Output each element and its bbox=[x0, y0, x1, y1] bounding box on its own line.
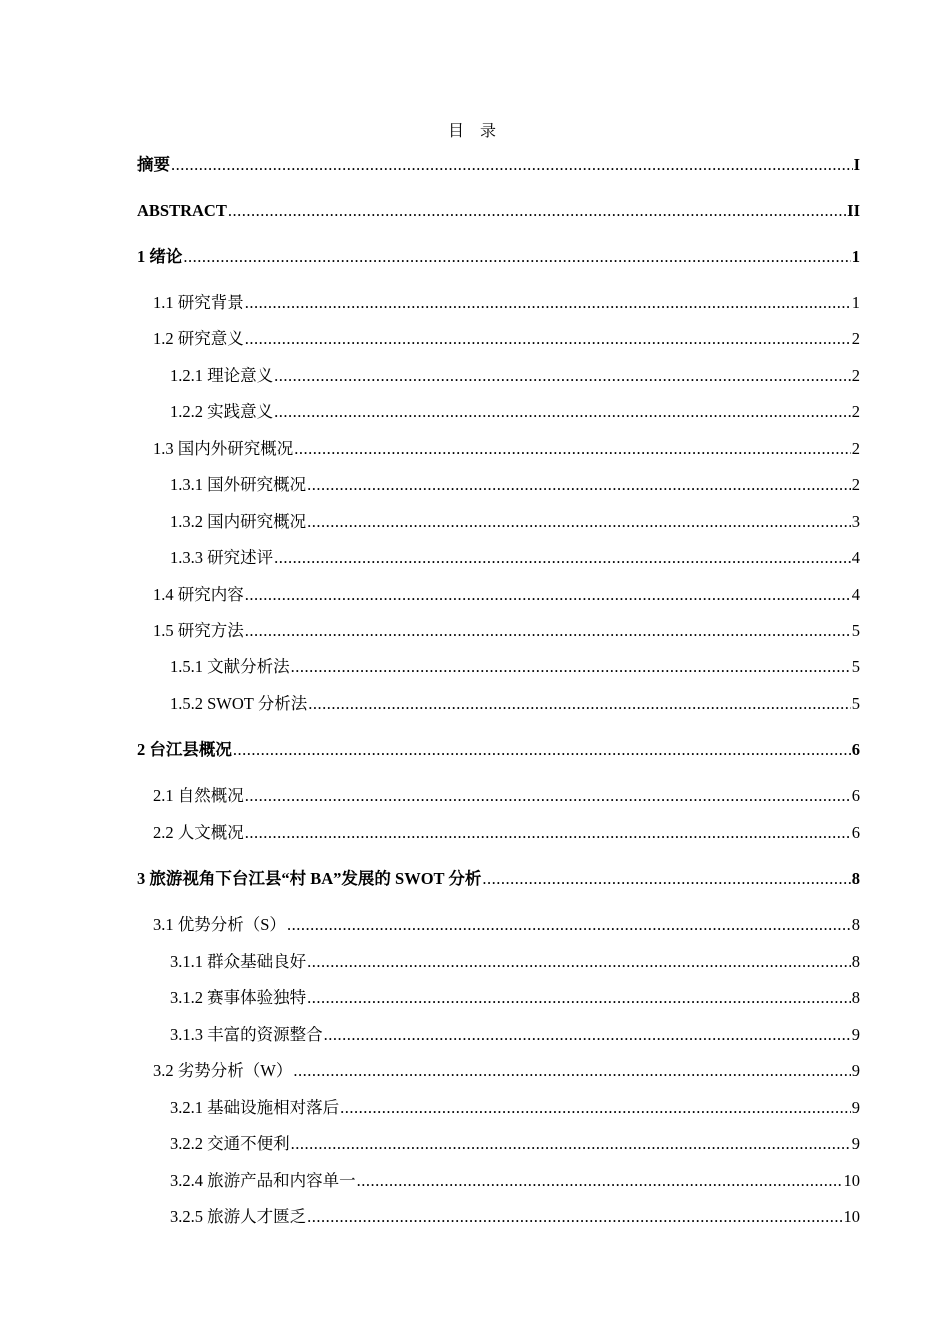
toc-entry-page: 8 bbox=[851, 988, 860, 1007]
toc-entry-page: 9 bbox=[851, 1061, 860, 1080]
toc-entry-label: 1 绪论 bbox=[137, 247, 183, 266]
toc-entry-page: 2 bbox=[851, 439, 860, 458]
leader-dots bbox=[274, 547, 851, 569]
leader-dots bbox=[307, 951, 851, 973]
toc-entry-page: 5 bbox=[851, 621, 860, 640]
toc-entry-label: 1.2.1 理论意义 bbox=[170, 366, 274, 385]
toc-entry-page: 4 bbox=[851, 548, 860, 567]
leader-dots bbox=[357, 1170, 843, 1192]
toc-entry[interactable] bbox=[137, 242, 860, 268]
toc-entry[interactable] bbox=[153, 1056, 860, 1082]
toc-entry-page: 9 bbox=[851, 1134, 860, 1153]
leader-dots bbox=[340, 1097, 851, 1119]
toc-entry[interactable] bbox=[170, 470, 860, 496]
leader-dots bbox=[482, 868, 850, 890]
toc-entry-page: 1 bbox=[851, 247, 860, 266]
toc-entry[interactable] bbox=[170, 507, 860, 533]
toc-entry[interactable] bbox=[153, 288, 860, 314]
toc-entry-label: 1.2 研究意义 bbox=[153, 329, 244, 348]
toc-entry-page: 6 bbox=[851, 786, 860, 805]
toc-entry-page: 5 bbox=[851, 694, 860, 713]
leader-dots bbox=[307, 511, 851, 533]
toc-entry-page: 2 bbox=[851, 402, 860, 421]
toc-entry[interactable] bbox=[153, 910, 860, 936]
leader-dots bbox=[308, 693, 851, 715]
toc-entry-label: 3.1.1 群众基础良好 bbox=[170, 952, 307, 971]
toc-entry[interactable] bbox=[153, 818, 860, 844]
toc-entry[interactable] bbox=[153, 324, 860, 350]
toc-entry-label: 3.2.5 旅游人才匮乏 bbox=[170, 1207, 307, 1226]
toc-entry-label: 3.1 优势分析（S） bbox=[153, 915, 286, 934]
toc-entry-label: 2 台江县概况 bbox=[137, 740, 232, 759]
toc-entry-label: 1.3.3 研究述评 bbox=[170, 548, 274, 567]
toc-entry[interactable] bbox=[137, 196, 860, 222]
leader-dots bbox=[171, 154, 853, 176]
toc-entry[interactable] bbox=[170, 652, 860, 678]
leader-dots bbox=[245, 822, 851, 844]
toc-title: 目 录 bbox=[447, 123, 502, 140]
toc-entry-page: 8 bbox=[851, 952, 860, 971]
leader-dots bbox=[233, 739, 851, 761]
toc-entry[interactable] bbox=[153, 434, 860, 460]
toc-entry[interactable] bbox=[170, 1202, 860, 1228]
leader-dots bbox=[294, 438, 851, 460]
toc-entry-label: 1.3.2 国内研究概况 bbox=[170, 512, 307, 531]
leader-dots bbox=[245, 785, 851, 807]
leader-dots bbox=[307, 987, 851, 1009]
toc-entry-label: 1.4 研究内容 bbox=[153, 585, 244, 604]
toc-entry-page: 6 bbox=[851, 740, 860, 759]
leader-dots bbox=[274, 365, 851, 387]
toc-entry[interactable] bbox=[137, 735, 860, 761]
toc-entry-page: 4 bbox=[851, 585, 860, 604]
toc-entry-page: 2 bbox=[851, 475, 860, 494]
toc-entry-label: 1.2.2 实践意义 bbox=[170, 402, 274, 421]
toc-entry[interactable] bbox=[170, 1020, 860, 1046]
toc-entry-label: 3.1.2 赛事体验独特 bbox=[170, 988, 307, 1007]
toc-entry-page: 9 bbox=[851, 1025, 860, 1044]
toc-entry-page: 6 bbox=[851, 823, 860, 842]
leader-dots bbox=[183, 246, 850, 268]
toc-entry-label: 3.2.4 旅游产品和内容单一 bbox=[170, 1171, 356, 1190]
toc-entry-page: 5 bbox=[851, 657, 860, 676]
toc-entry-label: 2.1 自然概况 bbox=[153, 786, 244, 805]
toc-entry-page: II bbox=[847, 201, 860, 220]
toc-entry[interactable] bbox=[153, 616, 860, 642]
toc-entry-page: 8 bbox=[851, 915, 860, 934]
toc-entry-label: 3.2.1 基础设施相对落后 bbox=[170, 1098, 340, 1117]
leader-dots bbox=[245, 292, 851, 314]
toc-entry[interactable] bbox=[170, 543, 860, 569]
toc-entry[interactable] bbox=[137, 864, 860, 890]
toc-entry[interactable] bbox=[137, 150, 860, 176]
toc-entry-label: 1.3.1 国外研究概况 bbox=[170, 475, 307, 494]
leader-dots bbox=[245, 584, 851, 606]
toc-entry-page: 2 bbox=[851, 366, 860, 385]
leader-dots bbox=[307, 1206, 842, 1228]
leader-dots bbox=[245, 328, 851, 350]
leader-dots bbox=[291, 1133, 851, 1155]
toc-entry-label: 1.5.1 文献分析法 bbox=[170, 657, 290, 676]
toc-entry-label: 3.2 劣势分析（W） bbox=[153, 1061, 293, 1080]
toc-entry-label: 1.5.2 SWOT 分析法 bbox=[170, 694, 308, 713]
leader-dots bbox=[307, 474, 851, 496]
toc-entry[interactable] bbox=[170, 1129, 860, 1155]
toc-entry[interactable] bbox=[170, 1166, 860, 1192]
toc-entry[interactable] bbox=[170, 947, 860, 973]
toc-entry-label: 2.2 人文概况 bbox=[153, 823, 244, 842]
toc-entry-page: 2 bbox=[851, 329, 860, 348]
toc-entry-page: 9 bbox=[851, 1098, 860, 1117]
toc-entry[interactable] bbox=[170, 397, 860, 423]
toc-entry-label: 1.5 研究方法 bbox=[153, 621, 244, 640]
leader-dots bbox=[245, 620, 851, 642]
leader-dots bbox=[324, 1024, 851, 1046]
toc-entry[interactable] bbox=[170, 361, 860, 387]
leader-dots bbox=[287, 914, 851, 936]
toc-entry-page: I bbox=[853, 155, 860, 174]
toc-entry-page: 8 bbox=[851, 869, 860, 888]
toc-entry-label: 1.3 国内外研究概况 bbox=[153, 439, 294, 458]
toc-entry[interactable] bbox=[153, 781, 860, 807]
toc-entry[interactable] bbox=[170, 689, 860, 715]
toc-entry-label: ABSTRACT bbox=[137, 201, 227, 220]
leader-dots bbox=[293, 1060, 850, 1082]
toc-entry-label: 3 旅游视角下台江县“村 BA”发展的 SWOT 分析 bbox=[137, 869, 482, 888]
leader-dots bbox=[274, 401, 851, 423]
toc-entry[interactable] bbox=[170, 1093, 860, 1119]
toc-entry-label: 1.1 研究背景 bbox=[153, 293, 244, 312]
toc-entry-page: 3 bbox=[851, 512, 860, 531]
toc-entry-page: 10 bbox=[843, 1171, 860, 1190]
toc-entry[interactable] bbox=[153, 580, 860, 606]
leader-dots bbox=[228, 200, 846, 222]
toc-entry-page: 1 bbox=[851, 293, 860, 312]
toc-entry[interactable] bbox=[170, 983, 860, 1009]
toc-entry-page: 10 bbox=[843, 1207, 860, 1226]
toc-entry-label: 3.1.3 丰富的资源整合 bbox=[170, 1025, 323, 1044]
leader-dots bbox=[291, 656, 851, 678]
toc-entry-label: 摘要 bbox=[137, 155, 170, 174]
toc-entry-label: 3.2.2 交通不便利 bbox=[170, 1134, 290, 1153]
